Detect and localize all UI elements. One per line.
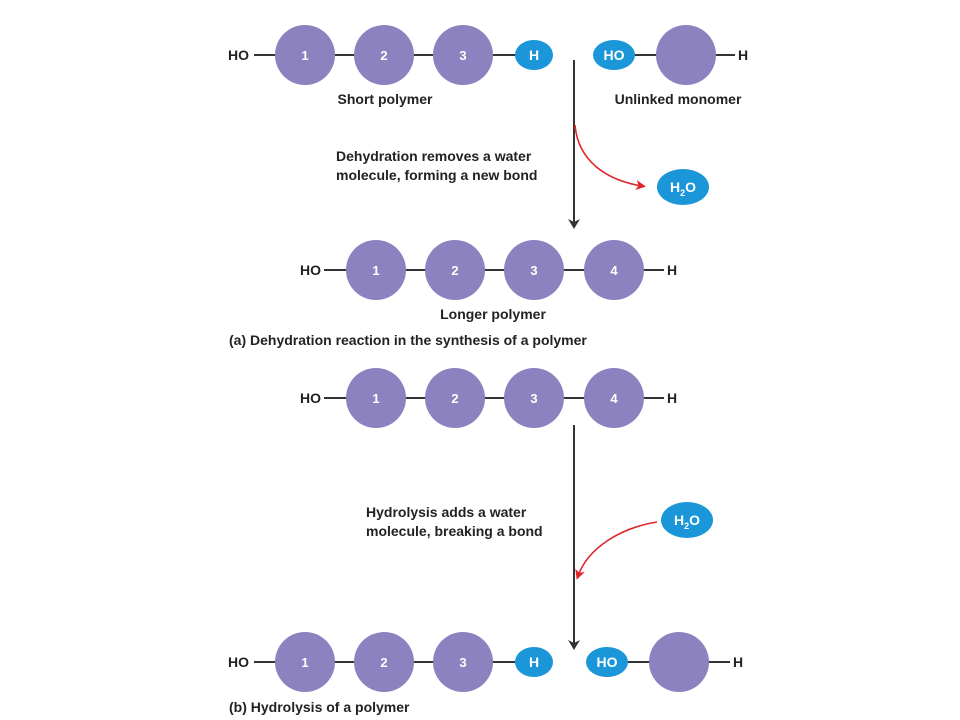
caption-b: (b) Hydrolysis of a polymer (229, 699, 410, 715)
water-molecule (657, 169, 709, 205)
water-label: $H_2O$ (669, 179, 697, 198)
monomer-number: 2 (380, 655, 388, 670)
monomer-number: 2 (451, 391, 459, 406)
monomer-circle (656, 25, 716, 85)
hydroxyl-end-label: HO (228, 47, 249, 63)
monomer-number: 3 (459, 48, 467, 63)
hydroxyl-group-label: HO (603, 47, 625, 63)
longer-polymer-label: Longer polymer (440, 306, 546, 322)
hydrogen-end-label: H (667, 390, 678, 406)
hydrogen-end-label: H (738, 47, 749, 63)
water-molecule (661, 502, 713, 538)
monomer-number: 2 (451, 263, 459, 278)
hydroxyl-end-label: HO (228, 654, 249, 670)
hydrolysis-polymer (300, 368, 677, 428)
monomer-circle (649, 632, 709, 692)
water-release-arrow (575, 125, 642, 186)
unlinked-monomer-label: Unlinked monomer (614, 91, 742, 107)
result-monomer (586, 632, 743, 692)
dehydration-description: molecule, forming a new bond (336, 167, 538, 183)
monomer-number: 4 (610, 391, 618, 406)
monomer-number: 1 (301, 48, 309, 63)
unlinked-monomer (593, 25, 748, 107)
longer-polymer (300, 240, 677, 322)
hydroxyl-end-label: HO (300, 390, 321, 406)
hydrolysis-description: molecule, breaking a bond (366, 523, 543, 539)
monomer-number: 3 (459, 655, 467, 670)
short-polymer-label: Short polymer (337, 91, 433, 107)
hydrogen-end-label: H (667, 262, 678, 278)
hydroxyl-end-label: HO (300, 262, 321, 278)
hydrolysis-description: Hydrolysis adds a water (366, 504, 527, 520)
water-oval (661, 502, 713, 538)
monomer-number: 1 (372, 263, 380, 278)
water-label: $H_2O$ (673, 512, 701, 531)
dehydration-description: Dehydration removes a water (336, 148, 532, 164)
monomer-number: 4 (610, 263, 618, 278)
monomer-number: 1 (372, 391, 380, 406)
monomer-number: 3 (530, 391, 538, 406)
monomer-number: 1 (301, 655, 309, 670)
short-polymer (228, 25, 553, 107)
water-addition-arrow (578, 522, 657, 576)
caption-a: (a) Dehydration reaction in the synthesis of a polymer (229, 332, 587, 348)
monomer-number: 2 (380, 48, 388, 63)
monomer-number: 3 (530, 263, 538, 278)
hydrogen-end-label: H (528, 47, 540, 63)
hydroxyl-group-label: HO (596, 654, 618, 670)
water-oval (657, 169, 709, 205)
hydrogen-end-label: H (528, 654, 540, 670)
result-polymer (228, 632, 553, 692)
hydrogen-end-label: H (733, 654, 744, 670)
